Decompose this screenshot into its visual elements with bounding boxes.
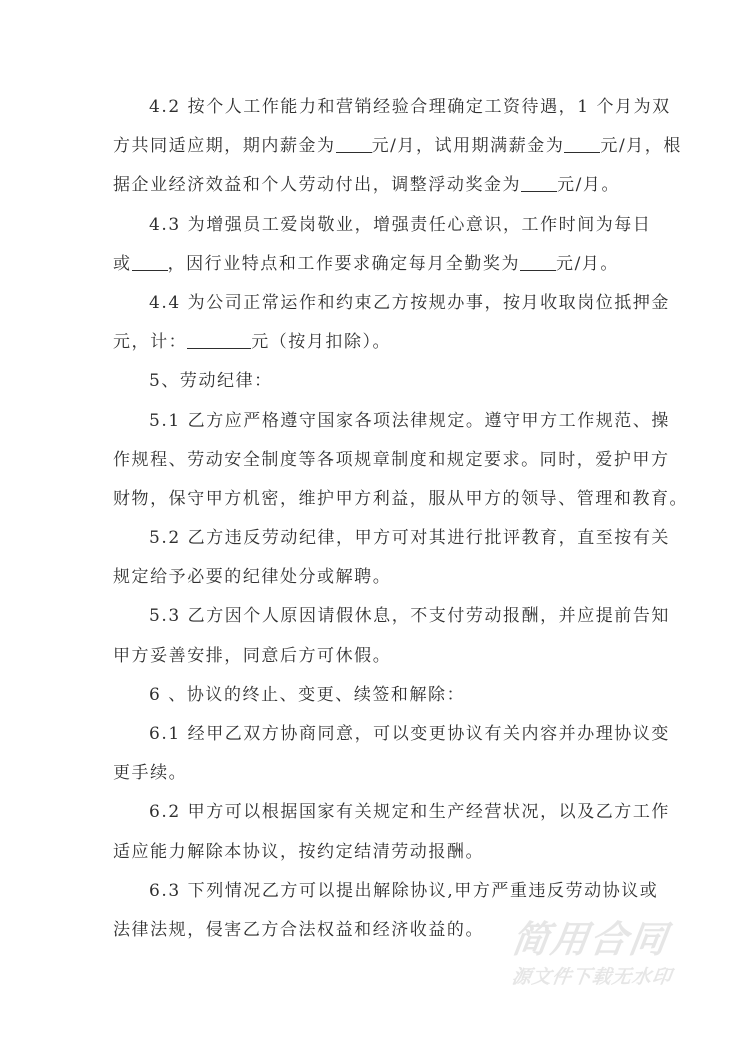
text-segment: 6.3 下列情况乙方可以提出解除协议,甲方严重违反劳动协议或 bbox=[149, 880, 659, 901]
text-segment: 5.3 乙方因个人原因请假休息，不支付劳动报酬，并应提前告知 bbox=[149, 606, 670, 627]
paragraph-5-2-line-1 bbox=[113, 524, 670, 563]
blank-field-deposit-total bbox=[187, 332, 251, 349]
text-segment: 4.4 为公司正常运作和约束乙方按规办事，按月收取岗位抵押金 bbox=[149, 292, 670, 313]
text-segment: 适应能力解除本协议，按约定结清劳动报酬。 bbox=[113, 841, 484, 862]
heading-text: 6 、协议的终止、变更、续签和解除： bbox=[149, 684, 466, 705]
text-segment: 作规程、劳动安全制度等各项规章制度和规定要求。同时，爱护甲方 bbox=[113, 449, 670, 470]
text-segment: 规定给予必要的纪律处分或解聘。 bbox=[113, 567, 392, 588]
blank-field-attendance-bonus bbox=[520, 254, 556, 271]
text-segment: 元/月，根 bbox=[600, 136, 682, 157]
text-segment: 6.2 甲方可以根据国家有关规定和生产经营状况，以及乙方工作 bbox=[149, 802, 670, 823]
paragraph-5-1-line-1 bbox=[113, 407, 670, 446]
text-segment: 方共同适应期，期内薪金为 bbox=[113, 136, 336, 157]
text-segment: 6.1 经甲乙双方协商同意，可以变更协议有关内容并办理协议变 bbox=[149, 724, 670, 744]
paragraph-5-2-line-2 bbox=[113, 563, 629, 602]
blank-field-work-hours bbox=[132, 254, 168, 271]
paragraph-6-2-line-1 bbox=[113, 798, 670, 837]
text-segment: 元/月。 bbox=[556, 253, 619, 274]
text-segment: 元/月，试用期满薪金为 bbox=[371, 136, 565, 157]
paragraph-6-1-line-1 bbox=[113, 720, 670, 759]
heading-text: 5、劳动纪律： bbox=[149, 371, 273, 392]
section-heading-6 bbox=[113, 681, 629, 720]
text-segment: 5.1 乙方应严格遵守国家各项法律规定。遵守甲方工作规范、操 bbox=[149, 410, 670, 431]
paragraph-6-3-line-2 bbox=[113, 916, 629, 955]
paragraph-5-1-line-3 bbox=[113, 485, 689, 524]
text-segment: 元（按月扣除）。 bbox=[251, 332, 392, 353]
text-segment: 4.3 为增强员工爱岗敬业，增强责任心意识，工作时间为每日 bbox=[149, 214, 652, 235]
paragraph-4-4-line-2 bbox=[113, 328, 629, 367]
document-body bbox=[113, 93, 689, 955]
text-segment: 元/月。 bbox=[557, 175, 621, 196]
paragraph-4-2-line-1 bbox=[113, 93, 671, 132]
paragraph-4-3-line-1 bbox=[113, 211, 652, 250]
text-segment: 据企业经济效益和个人劳动付出，调整浮动奖金为 bbox=[113, 175, 522, 196]
text-segment: 5.2 乙方违反劳动纪律，甲方可对其进行批评教育，直至按有关 bbox=[149, 528, 670, 549]
paragraph-5-3-line-2 bbox=[113, 642, 629, 681]
text-segment: 甲方妥善安排，同意后方可休假。 bbox=[113, 645, 392, 666]
paragraph-6-2-line-2 bbox=[113, 838, 629, 877]
text-segment: 法律法规，侵害乙方合法权益和经济收益的。 bbox=[113, 919, 484, 940]
blank-field-full-salary bbox=[564, 136, 600, 153]
watermark-title: 简用合同 bbox=[509, 918, 672, 961]
text-segment: ，因行业特点和工作要求确定每月全勤奖为 bbox=[167, 253, 521, 274]
paragraph-5-1-line-2 bbox=[113, 446, 670, 485]
text-segment: 更手续。 bbox=[113, 763, 188, 784]
paragraph-6-3-line-1 bbox=[113, 877, 659, 916]
text-segment: 4.2 按个人工作能力和营销经验合理确定工资待遇，1 个月为双 bbox=[149, 97, 671, 117]
paragraph-4-4-line-1 bbox=[113, 289, 670, 328]
paragraph-4-2-line-2 bbox=[113, 132, 682, 171]
section-heading-5 bbox=[113, 367, 629, 406]
paragraph-6-1-line-2 bbox=[113, 759, 629, 798]
blank-field-trial-salary bbox=[336, 136, 372, 153]
watermark-subtitle: 源文件下载无水印 bbox=[510, 966, 674, 988]
text-segment: 元，计： bbox=[113, 332, 188, 353]
text-segment: 财物，保守甲方机密，维护甲方利益，服从甲方的领导、管理和教育。 bbox=[113, 488, 689, 509]
text-segment: 或 bbox=[113, 253, 132, 274]
blank-field-bonus bbox=[521, 175, 557, 192]
paragraph-4-2-line-3 bbox=[113, 171, 629, 210]
paragraph-4-3-line-2 bbox=[113, 250, 629, 289]
paragraph-5-3-line-1 bbox=[113, 602, 670, 641]
